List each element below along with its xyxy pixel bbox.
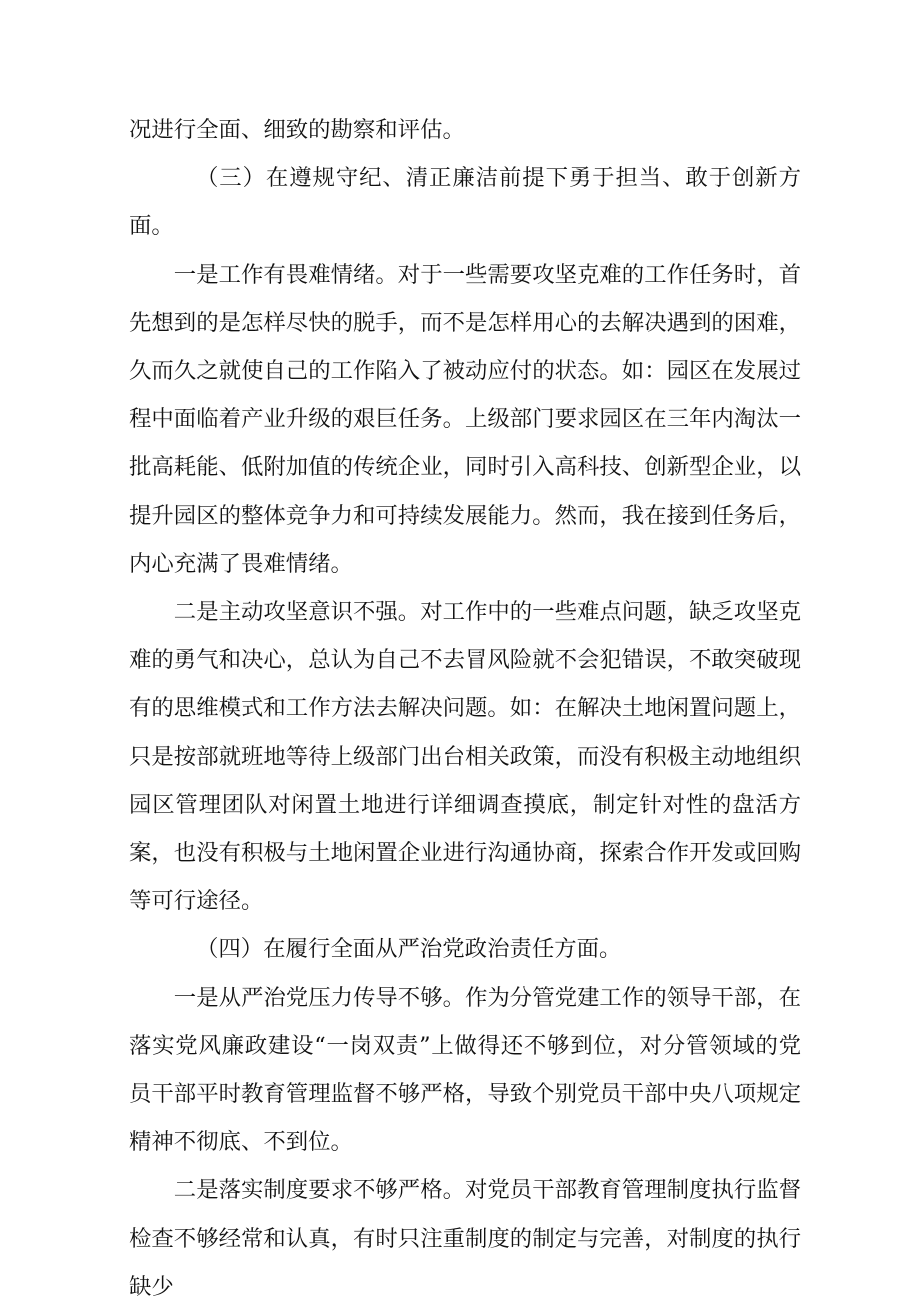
paragraph-fear-of-difficulty: 一是工作有畏难情绪。对于一些需要攻坚克难的工作任务时，首先想到的是怎样尽快的脱手，而不是怎样用心的去解决遇到的困难，久而久之就使自己的工作陷入了被动应付的状态。如：园区在发展过程中面临着产业升级的艰巨任务。上级部门要求园区在三年内淘汰一批高耗能、低附加值的传统企业，同时引入高科技、创新型企业，以提升园区的整体竞争力和可持续发展能力。然而，我在接到任务后，内心充满了畏难情绪。 [129, 261, 801, 577]
paragraph-pressure-transmission: 一是从严治党压力传导不够。作为分管党建工作的领导干部，在落实党风廉政建设“一岗双责”上做得还不够到位，对分管领域的党员干部平时教育管理监督不够严格，导致个别党员干部中央八项规定精神不彻底、不到位。 [129, 984, 801, 1156]
paragraph-continuation: 况进行全面、细致的勘察和评估。 [129, 117, 465, 143]
document-body [129, 106, 801, 1311]
section-heading-four: （四）在履行全面从严治党政治责任方面。 [196, 936, 622, 963]
paragraph-system-implementation: 二是落实制度要求不够严格。对党员干部教育管理制度执行监督检查不够经常和认真，有时只注重制度的制定与完善，对制度的执行缺少 [129, 1177, 801, 1300]
paragraph-weak-initiative: 二是主动攻坚意识不强。对工作中的一些难点问题，缺乏攻坚克难的勇气和决心，总认为自己不去冒风险就不会犯错误，不敢突破现有的思维模式和工作方法去解决问题。如：在解决土地闲置问题上，只是按部就班地等待上级部门出台相关政策，而没有积极主动地组织园区管理团队对闲置土地进行详细调查摸底，制定针对性的盘活方案，也没有积极与土地闲置企业进行沟通协商，探索合作开发或回购等可行途径。 [129, 599, 801, 915]
section-heading-three: （三）在遵规守纪、清正廉洁前提下勇于担当、敢于创新方面。 [129, 165, 801, 240]
